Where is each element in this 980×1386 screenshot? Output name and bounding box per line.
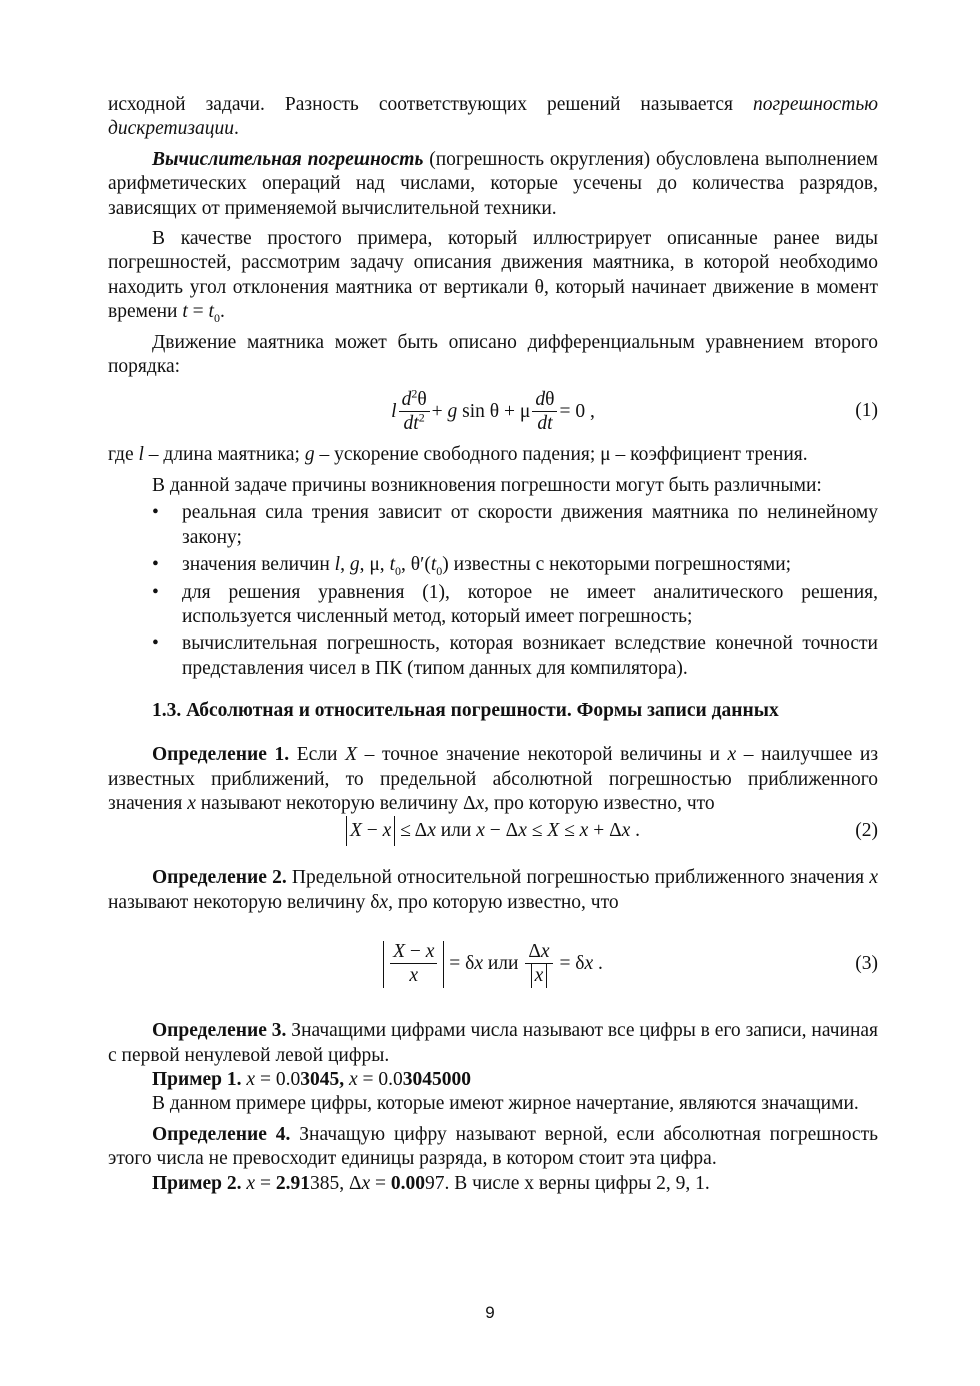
definition-1: Определение 1. Если X – точное значение некоторой величины и x – наилучшее из известных приближений, то предельной абсолютной погрешностью приближенного значения x называют некоторую величину Δx, про которую известно, что (108, 744, 879, 814)
equation-number: (2) (855, 820, 878, 842)
paragraph-discretization: исходной задачи. Разность соответствующих решений называется погрешностью дискретизации. (108, 94, 878, 140)
paragraph-computational-error: Вычислительная погрешность (погрешность округления) обусловлена выполнением арифметических операций над числами, которые усечены до количества разрядов, зависящих от применяемой вычислительной техники. (108, 148, 878, 219)
definition-4: Определение 4. Значащую цифру называют верной, если абсолютная погрешность этого числа не превосходит единицы разряда, в котором стоит эта цифра. (108, 1123, 878, 1170)
error-causes-list (108, 501, 878, 681)
term-italic: погрешностью дискретизации (108, 94, 878, 140)
equation-3: $\frac{X - x}{x}$ = δx или $\frac{\Delta x}{x}$ = δx . (3) (108, 929, 878, 999)
equation-1: l $\frac{d^2\theta}{dt^2}$ + g sin θ + μ $\frac{d\theta}{dt}$ = 0 , (1) (108, 381, 878, 441)
equation-number: (3) (855, 953, 878, 975)
page-content (108, 93, 878, 1196)
example-1-note: В данном примере цифры, которые имеют жирное начертание, являются значащими. (152, 1093, 859, 1115)
text: исходной задачи. Разность соответствующих решений называется (108, 94, 753, 115)
list-item: • для решения уравнения (1), которое не имеет аналитического решения, используется численный метод, который имеет погрешность; (182, 581, 878, 630)
example-1: Пример 1. x = 0.03045, x = 0.03045000 (152, 1068, 471, 1090)
section-heading: 1.3. Абсолютная и относительная погрешности. Формы записи данных (152, 700, 779, 722)
definition-3: Определение 3. Значащими цифрами числа называют все цифры в его записи, начиная с первой ненулевой левой цифры. (108, 1020, 879, 1066)
term-bold-italic: Вычислительная погрешность (152, 148, 424, 170)
paragraph-legend: где l – длина маятника; g – ускорение свободного падения; μ – коэффициент трения. (108, 444, 808, 466)
list-item: • реальная сила трения зависит от скорости движения маятника по нелинейному закону; (182, 501, 878, 550)
list-item: • значения величин l, g, μ, $t_0$, $\theta'(t_0)$ известны с некоторыми погрешностями; (182, 553, 878, 577)
list-item: • вычислительная погрешность, которая возникает вследствие конечной точности представления чисел в ПК (типом данных для компилятора). (182, 632, 878, 681)
paragraph-pendulum-example: В качестве простого примера, который иллюстрирует описанные ранее виды погрешностей, рассмотрим задачу описания движения маятника, в которой необходимо находить угол отклонения маятника от вертикали θ, который начинает движение в момент времени $t = t_0$. (108, 228, 878, 326)
equation-2: X − x ≤ Δx или x − Δx ≤ X ≤ x + Δx . (2) (108, 816, 878, 846)
definition-2: Определение 2. Предельной относительной погрешностью приближенного значения x называют некоторую величину δx, про которую известно, что (108, 867, 879, 913)
equation-number: (1) (855, 400, 878, 422)
paragraph-error-causes: В данной задаче причины возникновения погрешности могут быть различными: (152, 474, 822, 496)
paragraph-diff-equation: Движение маятника может быть описано дифференциальным уравнением второго порядка: (108, 331, 878, 378)
example-2: Пример 2. x = 2.91385, Δx = 0.0097. В числе x верны цифры 2, 9, 1. (152, 1172, 710, 1194)
page-number: 9 (485, 1303, 495, 1322)
